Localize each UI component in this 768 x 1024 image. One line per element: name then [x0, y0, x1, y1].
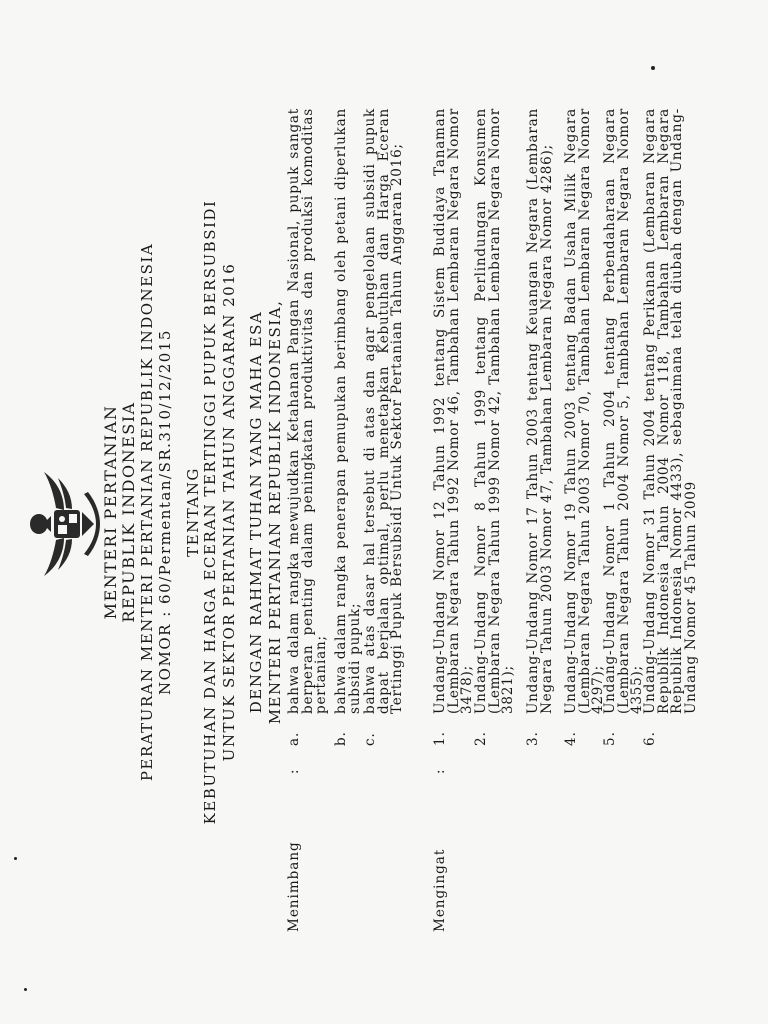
mengingat-colon: :: [432, 768, 448, 774]
mengingat-item-text: Undang-Undang Nomor 12 Tahun 1992 tentang Sistem Budidaya Tanaman (Lembaran Negara Tahun 1992 Nomor 46, Tambahan Lembaran Negara Nomor 3478);: [432, 108, 476, 714]
menimbang-item-text: bahwa dalam rangka penerapan pemupukan berimbang oleh petani diperlukan subsidi pupuk;: [333, 108, 363, 714]
garuda-emblem-icon: [26, 464, 102, 584]
regulation-number: NOMOR : 60/Permentan/SR.310/12/2015: [156, 329, 174, 695]
mengingat-item-text: Undang-Undang Nomor 19 Tahun 2003 tentang Badan Usaha Milik Negara (Lembaran Negara Tahun 2003 Nomor 70, Tambahan Lembaran Negara Nomor 4297);: [563, 108, 607, 714]
mengingat-item-number: 6.: [642, 731, 658, 746]
preamble-invocation: DENGAN RAHMAT TUHAN YANG MAHA ESA: [247, 310, 265, 714]
menimbang-colon: :: [286, 768, 302, 774]
mengingat-item-number: 3.: [525, 731, 541, 746]
tentang-heading: TENTANG: [184, 467, 202, 557]
subject-line-1: KEBUTUHAN DAN HARGA ECERAN TERTINGGI PUPUK BERSUBSIDI: [201, 199, 219, 825]
mengingat-item-number: 4.: [563, 731, 579, 746]
menimbang-item-number: c.: [362, 732, 378, 746]
menimbang-label: Menimbang: [286, 841, 302, 932]
mengingat-item-number: 1.: [432, 731, 448, 746]
menimbang-item-text: bahwa atas dasar hal tersebut di atas dan agar pengelolaan subsidi pupuk dapat berjalan optimal, perlu menetapkan Kebutuhan dan Harga Eceran Tertinggi Pupuk Bersubsidi Untuk Sektor Pertanian Tahun Anggaran 2016;: [362, 108, 406, 714]
republic-title: REPUBLIK INDONESIA: [119, 401, 138, 623]
mengingat-item-text: Undang-Undang Nomor 31 Tahun 2004 tentang Perikanan (Lembaran Negara Republik Indonesia Tahun 2004 Nomor 118, Tambahan Lembaran Negara Republik Indonesia Nomor 4433), sebagaimana telah diubah dengan Undang-Undang Nomor 45 Tahun 2009: [642, 108, 699, 714]
menimbang-item-text: bahwa dalam rangka mewujudkan Ketahanan Pangan Nasional, pupuk sangat berperan penting dalam peningkatan produktivitas dan produksi komoditas pertanian;: [286, 108, 330, 714]
preamble-minister: MENTERI PERTANIAN REPUBLIK INDONESIA,: [266, 299, 284, 725]
mengingat-item-text: Undang-Undang Nomor 1 Tahun 2004 tentang Perbendaharaan Negara (Lembaran Negara Tahun 2004 Nomor 5, Tambahan Lembaran Negara Nomor 4355);: [602, 108, 646, 714]
regulation-title: PERATURAN MENTERI PERTANIAN REPUBLIK INDONESIA: [138, 242, 156, 782]
mengingat-item-text: Undang-Undang Nomor 8 Tahun 1999 tentang Perlindungan Konsumen (Lembaran Negara Tahun 1999 Nomor 42, Tambahan Lembaran Negara Nomor 3821);: [473, 108, 517, 714]
mengingat-item-number: 2.: [473, 731, 489, 746]
subject-line-2: UNTUK SEKTOR PERTANIAN TAHUN ANGGARAN 2016: [220, 262, 238, 762]
mengingat-item-text: Undang-Undang Nomor 17 Tahun 2003 tentang Keuangan Negara (Lembaran Negara Tahun 2003 Nomor 47, Tambahan Lembaran Negara Nomor 4286);: [525, 108, 555, 714]
menimbang-item-number: b.: [333, 731, 349, 746]
menimbang-item-number: a.: [286, 731, 302, 746]
mengingat-label: Mengingat: [432, 848, 448, 932]
mengingat-item-number: 5.: [602, 731, 618, 746]
ministry-title: MENTERI PERTANIAN: [101, 404, 120, 620]
